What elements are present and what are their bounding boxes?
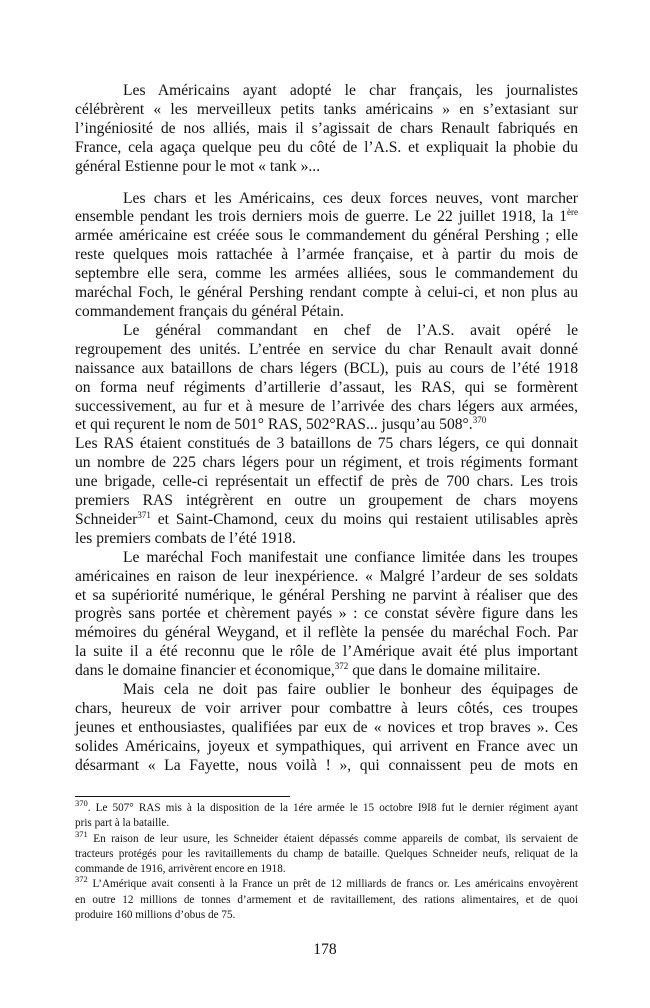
- footnote-reference: 371: [137, 509, 151, 520]
- footnote-line: [75, 893, 578, 908]
- line-text: solides Américains, joyeux et sympathiques, qui arrivent en France avec un: [75, 737, 578, 755]
- footnote: [75, 874, 578, 923]
- text-line: [75, 757, 578, 776]
- paragraph: [75, 82, 578, 177]
- text-line: [75, 158, 578, 177]
- footnote-line: [75, 816, 578, 831]
- page-number: 178: [313, 941, 337, 958]
- line-text: et sa supériorité numérique, le général Pershing ne parvint à réaliser que des: [75, 586, 578, 604]
- text-line: [75, 738, 578, 757]
- line-text: naissance aux bataillons de chars légers (BCL), puis au cours de l’été 1918: [75, 359, 578, 377]
- text-line: [75, 398, 578, 417]
- text-line: [75, 719, 578, 738]
- footnote-line: [75, 908, 578, 923]
- line-text: on forma neuf régiments d’artillerie d’assaut, les RAS, qui se formèrent: [75, 378, 578, 396]
- text-line: [75, 662, 578, 681]
- line-text: Les RAS étaient constitués de 3 bataillons de 75 chars légers, ce qui donnait: [75, 435, 578, 453]
- text-line: [75, 227, 578, 246]
- line-text: ensemble pendant les trois derniers mois de guerre. Le 22 juillet 1918, la 1: [75, 208, 567, 226]
- text-line: [75, 265, 578, 284]
- footnote-number: 370: [75, 798, 88, 808]
- text-line: [75, 643, 578, 662]
- line-text: dans le domaine financier et économique,: [75, 662, 335, 680]
- line-text: reste quelques mois rattachée à l’armée française, et à partir du mois de: [75, 246, 578, 264]
- footnote-line: [75, 798, 578, 816]
- line-text: Schneider: [75, 510, 138, 528]
- line-text: commandement français du général Pétain.: [75, 302, 344, 320]
- line-text: que dans le domaine militaire.: [348, 662, 541, 680]
- footnote-reference: 372: [334, 661, 349, 672]
- line-text: Le général commandant en chef de l’A.S. avait opéré le: [123, 321, 578, 339]
- paragraph: [75, 549, 578, 681]
- line-text: l’ingéniosité de nos alliés, mais il s’agissait de chars Renault fabriqués en: [75, 119, 578, 137]
- line-text: américaines en raison de leur inexpérience. « Malgré l’ardeur de ses soldats: [75, 567, 578, 585]
- line-text: Les Américains ayant adopté le char français, les journalistes: [123, 82, 578, 99]
- text-line: [75, 492, 578, 511]
- line-text: célébrèrent « les merveilleux petits tanks américains » en s’extasiant sur: [75, 100, 578, 118]
- footnote-text: commande de 1916, arrivèrent encore en 1918.: [75, 863, 286, 876]
- text-line: [75, 416, 578, 435]
- footnote: [75, 828, 578, 878]
- line-text: une brigade, celle-ci représentait un effectif de près de 700 chars. Les trois: [75, 473, 578, 491]
- text-line: [75, 82, 578, 101]
- text-line: [75, 284, 578, 303]
- text-line: [75, 605, 578, 624]
- text-line: [75, 624, 578, 643]
- line-text: et qui reçurent le nom de 501° RAS, 502°RAS... jusqu’au 508°.: [75, 416, 473, 434]
- line-text: général Estienne pour le mot « tank »...: [75, 157, 321, 175]
- footnote-number: 372: [75, 874, 88, 885]
- line-text: Le maréchal Foch manifestait une confiance limitée dans les troupes: [123, 548, 578, 566]
- line-text: premiers RAS intégrèrent en outre un groupement de chars moyens: [75, 492, 578, 510]
- line-text: désarmant « La Fayette, nous voilà ! », qui connaissent peu de mots en: [75, 756, 578, 774]
- line-text: la suite il a été reconnu que le rôle de l’Amérique avait été plus important: [75, 643, 578, 661]
- text-line: [75, 549, 578, 568]
- line-text: mémoires du général Weygand, et il reflète la pensée du maréchal Foch. Par: [75, 624, 578, 642]
- footnote-text: produire 160 millions d’obus de 75.: [75, 909, 236, 922]
- footnote: [75, 798, 578, 832]
- footnote-text: En raison de leur usure, les Schneider étaient dépassés comme appareils de combat, ils servaient de: [87, 832, 578, 845]
- text-line: [75, 587, 578, 606]
- line-text: jeunes et enthousiastes, qualifiées par eux de « novices et trop braves ». Ces: [75, 718, 578, 736]
- line-text: successivement, au fur et à mesure de l’arrivée des chars légers aux armées,: [75, 397, 578, 415]
- text-line: [75, 700, 578, 719]
- text-line: [75, 120, 578, 139]
- text-line: [75, 511, 578, 530]
- text-line: [75, 681, 578, 700]
- paragraph: [75, 190, 578, 322]
- line-text: progrès sans portée et chèrement payés » : ce constat sévère figure dans les: [75, 605, 578, 623]
- line-text: Les chars et les Américains, ces deux forces neuves, vont marcher: [123, 189, 578, 207]
- line-text: un nombre de 225 chars légers pour un régiment, et trois régiments formant: [75, 454, 578, 472]
- text-line: [75, 303, 578, 322]
- line-text: France, cela agaça quelque peu du côté de l’A.S. et expliquait la phobie du: [75, 138, 578, 156]
- text-line: [75, 435, 578, 454]
- line-text: regroupement des unités. L’entrée en service du char Renault avait donné: [75, 340, 578, 358]
- footnote-text: en outre 12 millions de tonnes d’armement et de ravitaillement, des rations alimentaires, et de quoi: [75, 893, 578, 906]
- line-text: armée américaine est créée sous le commandement du général Pershing ; elle: [75, 227, 578, 245]
- line-text: maréchal Foch, le général Pershing rendant compte à celui-ci, et non plus au: [75, 284, 578, 302]
- footnote-line: [75, 847, 578, 862]
- text-line: [75, 568, 578, 587]
- line-text: Mais cela ne doit pas faire oublier le bonheur des équipages de: [123, 681, 578, 699]
- footnote-reference: ère: [567, 207, 578, 218]
- body-text: [75, 82, 578, 776]
- text-line: [75, 246, 578, 265]
- line-text: et Saint-Chamond, ceux du moins qui restaient utilisables après: [150, 510, 578, 528]
- footnotes: [75, 798, 578, 923]
- footnote-reference: 370: [472, 415, 487, 426]
- text-line: [75, 139, 578, 158]
- footnote-text: . Le 507° RAS mis à la disposition de la 1ére armée le 15 octobre I9I8 fut le dernier régiment ayant: [87, 802, 578, 814]
- footnote-text: tracteurs protégés pour les ravitaillements du champ de bataille. Quelques Schneider neufs, reliquat de la: [75, 847, 578, 860]
- footnote-separator: [75, 796, 290, 797]
- line-text: chars, heureux de voir arriver pour combattre à leurs côtés, ces troupes: [75, 700, 578, 717]
- text-line: [75, 208, 578, 227]
- text-line: [75, 322, 578, 341]
- line-text: les premiers combats de l’été 1918.: [75, 529, 296, 547]
- footnote-line: [75, 862, 578, 877]
- footnote-line: [75, 828, 578, 847]
- footnote-line: [75, 874, 578, 892]
- paragraph: [75, 322, 578, 435]
- text-line: [75, 379, 578, 398]
- footnote-text: pris part à la bataille.: [75, 817, 170, 830]
- text-line: [75, 530, 578, 549]
- text-line: [75, 341, 578, 360]
- text-line: [75, 190, 578, 209]
- text-line: [75, 454, 578, 473]
- footnote-text: L’Amérique avait consenti à la France un prêt de 12 milliards de francs or. Les américains envoyèrent: [87, 878, 578, 891]
- paragraph: [75, 435, 578, 548]
- paragraph: [75, 681, 578, 776]
- line-text: septembre elle sera, comme les armées alliées, sous le commandement du: [75, 265, 578, 283]
- text-line: [75, 360, 578, 379]
- text-line: [75, 473, 578, 492]
- text-line: [75, 101, 578, 120]
- footnote-number: 371: [75, 828, 88, 839]
